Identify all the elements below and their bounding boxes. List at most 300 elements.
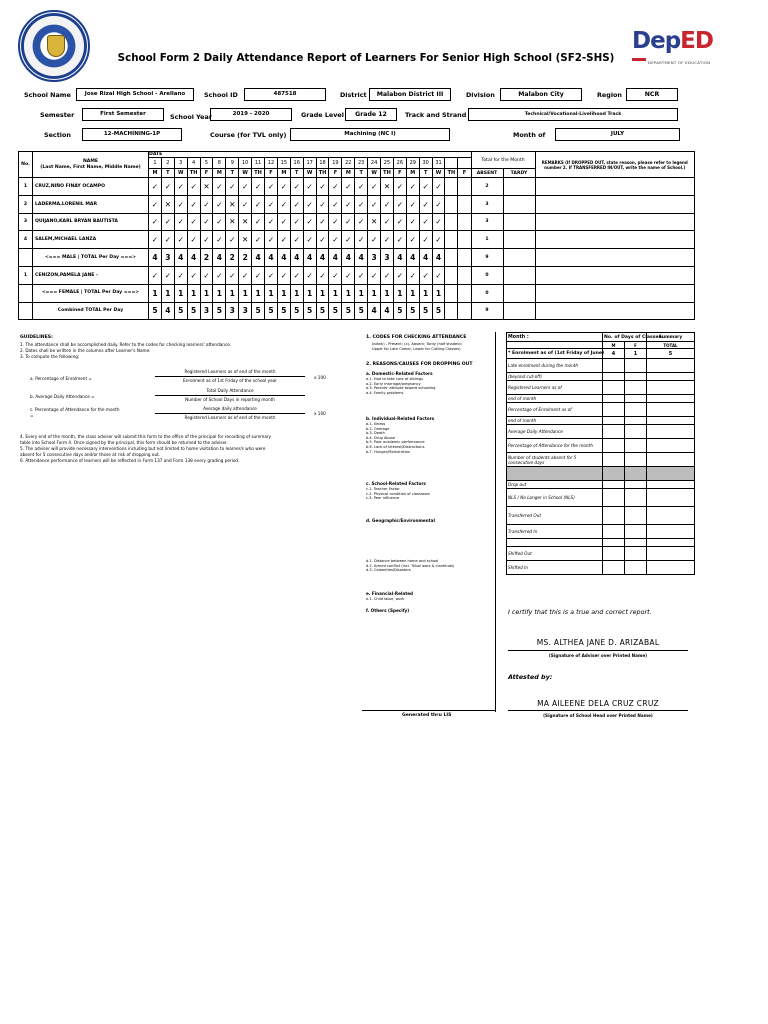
attendance-cell[interactable]: ✓ <box>200 231 213 249</box>
attendance-cell[interactable]: 4 <box>342 249 355 267</box>
attendance-cell[interactable]: ✓ <box>290 266 303 284</box>
attendance-cell[interactable]: 5 <box>316 302 329 320</box>
attendance-cell[interactable]: ✓ <box>355 195 368 213</box>
attendance-cell[interactable]: 5 <box>277 302 290 320</box>
attendance-cell[interactable]: 1 <box>277 284 290 302</box>
attendance-cell[interactable]: 4 <box>381 302 394 320</box>
page-title: School Form 2 Daily Attendance Report of Learners For Senior High School (SF2-SHS) <box>117 52 615 64</box>
attendance-cell[interactable]: 5 <box>252 302 265 320</box>
attendance-cell[interactable]: 1 <box>316 284 329 302</box>
attendance-cell[interactable]: ✓ <box>329 231 342 249</box>
attendance-cell[interactable]: 4 <box>419 249 432 267</box>
attendance-cell[interactable] <box>445 178 458 196</box>
attendance-cell[interactable]: ✓ <box>303 266 316 284</box>
attendance-cell[interactable]: ✓ <box>406 178 419 196</box>
attendance-cell[interactable]: ✓ <box>381 195 394 213</box>
attendance-cell[interactable]: ✕ <box>239 213 252 231</box>
attendance-cell[interactable] <box>458 266 471 284</box>
summary-value-cell[interactable] <box>603 403 625 417</box>
summary-value-cell[interactable] <box>625 439 647 453</box>
attendance-cell[interactable]: ✓ <box>239 195 252 213</box>
attendance-cell[interactable]: ✓ <box>239 178 252 196</box>
school-id-field[interactable]: 487518 <box>244 88 326 101</box>
summary-row-label: (beyond cut-off) <box>507 373 603 381</box>
attendance-cell[interactable]: ✓ <box>187 213 200 231</box>
summary-value-cell[interactable] <box>647 453 695 467</box>
reason-item: d.2. Armed conflict (incl. Tribal wars & clanfeuds) <box>366 563 455 568</box>
month-field[interactable]: JULY <box>555 128 680 141</box>
attendance-cell[interactable]: ✓ <box>277 213 290 231</box>
attendance-cell[interactable]: 5 <box>355 302 368 320</box>
attendance-cell[interactable]: ✓ <box>226 178 239 196</box>
day-name: T <box>290 169 303 178</box>
attendance-cell[interactable]: ✓ <box>355 266 368 284</box>
division-field[interactable]: Malabon City <box>500 88 582 101</box>
summary-value-cell[interactable] <box>625 489 647 507</box>
attendance-cell[interactable]: ✓ <box>355 213 368 231</box>
attendance-cell[interactable]: 4 <box>187 249 200 267</box>
attendance-cell[interactable]: ✓ <box>161 231 174 249</box>
summary-value-cell[interactable] <box>625 425 647 439</box>
attendance-cell[interactable]: 1 <box>200 284 213 302</box>
attendance-cell[interactable]: 5 <box>174 302 187 320</box>
attendance-cell[interactable]: 5 <box>187 302 200 320</box>
attendance-cell[interactable]: ✓ <box>226 266 239 284</box>
summary-value-cell[interactable] <box>625 467 647 481</box>
attendance-cell[interactable]: ✓ <box>265 178 278 196</box>
summary-value-cell[interactable] <box>625 395 647 403</box>
attendance-cell[interactable]: 2 <box>239 249 252 267</box>
attendance-cell[interactable]: ✓ <box>432 178 445 196</box>
attendance-cell[interactable]: 4 <box>277 249 290 267</box>
attendance-cell[interactable]: ✓ <box>252 266 265 284</box>
summary-value-cell[interactable] <box>647 417 695 425</box>
seal-torch-icon <box>47 35 65 57</box>
summary-value-cell[interactable] <box>603 561 625 575</box>
summary-value-cell[interactable] <box>647 525 695 539</box>
attendance-cell[interactable]: ✓ <box>265 195 278 213</box>
attendance-cell[interactable]: ✓ <box>174 178 187 196</box>
summary-value-cell[interactable] <box>603 547 625 561</box>
attendance-cell[interactable] <box>458 231 471 249</box>
attendance-cell[interactable]: ✓ <box>381 266 394 284</box>
attendance-cell[interactable]: 5 <box>419 302 432 320</box>
summary-value-cell[interactable] <box>625 481 647 489</box>
attendance-cell[interactable]: ✓ <box>252 213 265 231</box>
attendance-cell[interactable]: ✓ <box>265 231 278 249</box>
summary-value-cell[interactable] <box>625 373 647 381</box>
attendance-cell[interactable]: 5 <box>329 302 342 320</box>
section-field[interactable]: 12-MACHINING-1P <box>82 128 182 141</box>
attendance-cell[interactable]: 4 <box>290 249 303 267</box>
attendance-cell[interactable]: 3 <box>368 249 381 267</box>
summary-value-cell[interactable] <box>603 381 625 395</box>
summary-value-cell[interactable] <box>603 507 625 525</box>
attendance-cell[interactable]: ✓ <box>329 266 342 284</box>
summary-value-cell[interactable] <box>625 403 647 417</box>
attendance-cell[interactable]: ✓ <box>200 213 213 231</box>
attendance-cell[interactable]: ✓ <box>368 231 381 249</box>
adviser-name: MS. ALTHEA JANE D. ARIZABAL <box>536 638 660 647</box>
attendance-cell[interactable]: 1 <box>252 284 265 302</box>
remarks-cell[interactable] <box>535 231 695 249</box>
attendance-cell[interactable]: 2 <box>200 249 213 267</box>
summary-value-cell[interactable] <box>603 425 625 439</box>
attendance-cell[interactable]: ✓ <box>419 231 432 249</box>
summary-value-cell[interactable] <box>603 489 625 507</box>
summary-value-cell[interactable] <box>603 395 625 403</box>
summary-value-cell[interactable] <box>625 453 647 467</box>
attendance-cell[interactable]: ✓ <box>406 195 419 213</box>
attendance-cell[interactable]: ✓ <box>200 195 213 213</box>
attendance-cell[interactable] <box>445 231 458 249</box>
attendance-cell[interactable]: ✓ <box>342 266 355 284</box>
summary-value-cell[interactable] <box>603 359 625 373</box>
attendance-cell[interactable]: ✓ <box>277 178 290 196</box>
learner-name: SALEM,MICHAEL LANZA <box>33 231 149 249</box>
summary-row-label: Number of students absent for 5 consecutive days <box>507 453 603 467</box>
attendance-cell[interactable] <box>445 284 458 302</box>
attendance-cell[interactable]: ✓ <box>174 266 187 284</box>
attendance-cell[interactable]: 4 <box>368 302 381 320</box>
remarks-cell[interactable] <box>535 213 695 231</box>
attendance-cell[interactable] <box>458 213 471 231</box>
attendance-cell[interactable]: ✓ <box>368 266 381 284</box>
attendance-cell[interactable]: 3 <box>239 302 252 320</box>
attendance-cell[interactable]: 4 <box>252 249 265 267</box>
summary-value-cell[interactable] <box>603 417 625 425</box>
attendance-cell[interactable]: 4 <box>329 249 342 267</box>
summary-value-cell[interactable] <box>647 489 695 507</box>
attendance-cell[interactable]: ✓ <box>213 231 226 249</box>
remarks-cell[interactable] <box>535 266 695 284</box>
deped-subtitle: DEPARTMENT OF EDUCATION <box>648 60 711 65</box>
summary-value-cell[interactable] <box>625 359 647 373</box>
attendance-cell[interactable] <box>458 195 471 213</box>
attendance-cell[interactable]: ✓ <box>329 195 342 213</box>
attendance-cell[interactable]: ✓ <box>213 213 226 231</box>
attendance-cell[interactable]: ✓ <box>355 178 368 196</box>
attendance-cell[interactable]: 1 <box>329 284 342 302</box>
reason-item: a.4. Family problems <box>366 390 404 395</box>
attendance-cell[interactable]: 1 <box>187 284 200 302</box>
attendance-cell[interactable]: ✓ <box>303 195 316 213</box>
attendance-cell[interactable]: ✓ <box>316 213 329 231</box>
attendance-cell[interactable]: 4 <box>303 249 316 267</box>
attendance-cell[interactable]: ✓ <box>174 213 187 231</box>
attendance-cell[interactable]: ✕ <box>239 231 252 249</box>
attendance-cell[interactable]: ✓ <box>149 213 162 231</box>
learner-row <box>19 231 695 249</box>
school-name-field[interactable]: Jose Rizal High School - Arellano <box>76 88 194 101</box>
attendance-cell[interactable]: 1 <box>226 284 239 302</box>
remarks-cell[interactable] <box>535 302 695 320</box>
summary-value-cell[interactable] <box>647 539 695 547</box>
absent-count: 1 <box>471 231 503 249</box>
attendance-cell[interactable]: ✓ <box>419 213 432 231</box>
attendance-cell[interactable]: 1 <box>265 284 278 302</box>
attendance-cell[interactable]: ✓ <box>149 178 162 196</box>
attendance-cell[interactable]: ✓ <box>342 213 355 231</box>
attendance-cell[interactable] <box>458 302 471 320</box>
attendance-cell[interactable]: 3 <box>161 249 174 267</box>
attendance-cell[interactable] <box>445 195 458 213</box>
attendance-cell[interactable]: ✓ <box>419 178 432 196</box>
region-field[interactable]: NCR <box>626 88 678 101</box>
attendance-cell[interactable]: ✓ <box>406 266 419 284</box>
summary-value-cell[interactable] <box>647 381 695 395</box>
attendance-cell[interactable]: ✕ <box>368 213 381 231</box>
attendance-cell[interactable]: 4 <box>355 249 368 267</box>
attendance-cell[interactable]: 4 <box>149 249 162 267</box>
school-head-line <box>508 710 688 711</box>
attendance-cell[interactable] <box>445 302 458 320</box>
attendance-cell[interactable]: ✕ <box>226 195 239 213</box>
attendance-cell[interactable]: ✓ <box>187 195 200 213</box>
attendance-cell[interactable]: ✓ <box>187 231 200 249</box>
summary-value-cell[interactable] <box>647 507 695 525</box>
attendance-cell[interactable]: ✓ <box>393 195 406 213</box>
attendance-cell[interactable]: ✓ <box>277 231 290 249</box>
attendance-cell[interactable]: ✓ <box>316 266 329 284</box>
attendance-cell[interactable]: ✓ <box>406 231 419 249</box>
absent-header: ABSENT <box>471 169 503 178</box>
attendance-cell[interactable]: ✓ <box>432 195 445 213</box>
attendance-cell[interactable]: ✓ <box>393 213 406 231</box>
attendance-cell[interactable] <box>445 213 458 231</box>
attendance-cell[interactable]: ✓ <box>342 231 355 249</box>
attendance-cell[interactable]: ✓ <box>290 231 303 249</box>
attendance-cell[interactable]: ✓ <box>393 231 406 249</box>
summary-value-cell[interactable] <box>647 561 695 575</box>
attendance-cell[interactable]: ✓ <box>432 213 445 231</box>
attendance-cell[interactable]: 1 <box>381 284 394 302</box>
grade-level-field[interactable]: Grade 12 <box>345 108 397 121</box>
reason-item: a.1. Had to take care of siblings <box>366 377 424 381</box>
attendance-cell[interactable]: ✓ <box>303 178 316 196</box>
attendance-cell[interactable]: ✓ <box>174 195 187 213</box>
attendance-cell[interactable] <box>445 249 458 267</box>
summary-value-cell[interactable] <box>603 439 625 453</box>
attendance-cell[interactable]: 4 <box>406 249 419 267</box>
attendance-cell[interactable]: 2 <box>226 249 239 267</box>
attendance-cell[interactable]: ✓ <box>161 178 174 196</box>
attendance-cell[interactable]: 1 <box>303 284 316 302</box>
attendance-cell[interactable]: ✕ <box>226 213 239 231</box>
attendance-cell[interactable]: ✕ <box>381 178 394 196</box>
attendance-cell[interactable]: 4 <box>393 249 406 267</box>
attendance-cell[interactable]: 4 <box>161 302 174 320</box>
attendance-cell[interactable]: ✓ <box>393 178 406 196</box>
attendance-cell[interactable]: ✓ <box>329 178 342 196</box>
summary-value-cell[interactable] <box>603 481 625 489</box>
attendance-cell[interactable]: ✓ <box>419 266 432 284</box>
attendance-cell[interactable]: 4 <box>316 249 329 267</box>
track-label: Track and Strand <box>405 111 467 119</box>
summary-value-cell[interactable] <box>603 539 625 547</box>
attendance-cell[interactable] <box>445 266 458 284</box>
attendance-cell[interactable]: ✓ <box>419 195 432 213</box>
attendance-cell[interactable]: ✓ <box>381 231 394 249</box>
attendance-cell[interactable]: 5 <box>393 302 406 320</box>
attendance-cell[interactable]: ✓ <box>200 266 213 284</box>
attendance-cell[interactable]: 5 <box>432 302 445 320</box>
summary-value-cell[interactable] <box>625 381 647 395</box>
summary-value-cell[interactable] <box>625 561 647 575</box>
attendance-cell[interactable]: ✓ <box>187 266 200 284</box>
attendance-cell[interactable]: 5 <box>342 302 355 320</box>
attendance-cell[interactable]: ✓ <box>368 195 381 213</box>
school-year-field[interactable]: 2019 - 2020 <box>210 108 292 121</box>
attendance-cell[interactable]: ✓ <box>316 195 329 213</box>
day-number <box>458 158 471 169</box>
attendance-cell[interactable]: ✓ <box>316 178 329 196</box>
track-field[interactable]: Technical/Vocational-Livelihood Track <box>468 108 678 121</box>
attendance-cell[interactable]: ✓ <box>342 178 355 196</box>
attendance-cell[interactable]: ✓ <box>303 231 316 249</box>
attendance-cell[interactable]: ✓ <box>277 195 290 213</box>
attendance-cell[interactable]: ✓ <box>368 178 381 196</box>
attendance-cell[interactable]: ✓ <box>149 195 162 213</box>
row-number <box>19 284 33 302</box>
summary-value-cell[interactable] <box>625 417 647 425</box>
district-field[interactable]: Malabon District III <box>369 88 451 101</box>
attendance-cell[interactable]: ✓ <box>187 178 200 196</box>
attendance-cell[interactable]: 4 <box>213 249 226 267</box>
attendance-cell[interactable] <box>458 284 471 302</box>
attendance-cell[interactable]: 1 <box>368 284 381 302</box>
attendance-cell[interactable]: ✓ <box>406 213 419 231</box>
attendance-cell[interactable]: 1 <box>419 284 432 302</box>
tardy-count <box>503 266 535 284</box>
semester-field[interactable]: First Semester <box>82 108 164 121</box>
summary-value-cell[interactable] <box>647 481 695 489</box>
attendance-cell[interactable]: 5 <box>303 302 316 320</box>
summary-value-cell[interactable] <box>625 507 647 525</box>
attendance-cell[interactable]: ✓ <box>252 195 265 213</box>
adviser-line <box>508 650 688 651</box>
attendance-cell[interactable]: 5 <box>290 302 303 320</box>
learner-name: CENIZON,PAMELA JANE - <box>33 266 149 284</box>
attendance-cell[interactable]: 1 <box>393 284 406 302</box>
attendance-cell[interactable]: ✓ <box>290 178 303 196</box>
reason-item: d.1. Distance between home and school <box>366 559 439 563</box>
attendance-cell[interactable]: 5 <box>149 302 162 320</box>
attendance-cell[interactable]: ✓ <box>252 231 265 249</box>
attendance-cell[interactable]: 1 <box>239 284 252 302</box>
summary-value-cell[interactable] <box>647 373 695 381</box>
attendance-cell[interactable]: 4 <box>265 249 278 267</box>
attendance-cell[interactable] <box>458 178 471 196</box>
attendance-cell[interactable]: ✓ <box>303 213 316 231</box>
remarks-cell[interactable] <box>535 249 695 267</box>
summary-value-cell[interactable] <box>647 403 695 417</box>
attendance-cell[interactable]: 5 <box>406 302 419 320</box>
attendance-cell[interactable]: ✓ <box>265 266 278 284</box>
remarks-cell[interactable] <box>535 284 695 302</box>
summary-value-cell[interactable] <box>647 547 695 561</box>
summary-value-cell[interactable] <box>647 359 695 373</box>
attendance-cell[interactable]: 3 <box>381 249 394 267</box>
summary-value-cell[interactable] <box>625 547 647 561</box>
attendance-cell[interactable]: 1 <box>149 284 162 302</box>
attendance-cell[interactable]: 4 <box>174 249 187 267</box>
summary-value-cell[interactable] <box>647 425 695 439</box>
attendance-cell[interactable]: ✓ <box>226 231 239 249</box>
summary-row <box>507 525 695 539</box>
attendance-cell[interactable]: ✕ <box>200 178 213 196</box>
attendance-cell[interactable]: ✓ <box>265 213 278 231</box>
attendance-cell[interactable]: ✓ <box>252 178 265 196</box>
attendance-cell[interactable]: ✓ <box>355 231 368 249</box>
attendance-cell[interactable]: ✓ <box>316 231 329 249</box>
remarks-cell[interactable] <box>535 195 695 213</box>
course-field[interactable]: Machining (NC I) <box>290 128 450 141</box>
attendance-cell[interactable]: ✓ <box>329 213 342 231</box>
attendance-cell[interactable]: 1 <box>290 284 303 302</box>
summary-value-cell[interactable] <box>603 525 625 539</box>
attendance-cell[interactable]: ✓ <box>213 195 226 213</box>
attendance-cell[interactable]: ✓ <box>432 266 445 284</box>
attendance-cell[interactable] <box>458 249 471 267</box>
attendance-cell[interactable]: 5 <box>213 302 226 320</box>
summary-value-cell[interactable] <box>603 373 625 381</box>
attendance-cell[interactable]: 1 <box>432 284 445 302</box>
attendance-cell[interactable]: 1 <box>406 284 419 302</box>
summary-value-cell[interactable] <box>647 395 695 403</box>
attendance-cell[interactable]: ✓ <box>239 266 252 284</box>
attendance-cell[interactable]: ✓ <box>174 231 187 249</box>
attendance-cell[interactable]: 3 <box>200 302 213 320</box>
attendance-cell[interactable]: 1 <box>174 284 187 302</box>
summary-enrolment-label: * Enrolment as of (1st Friday of June) <box>507 349 603 359</box>
attendance-cell[interactable]: 3 <box>226 302 239 320</box>
attendance-cell[interactable]: ✓ <box>342 195 355 213</box>
attendance-cell[interactable]: ✓ <box>161 213 174 231</box>
attendance-cell[interactable]: 1 <box>213 284 226 302</box>
summary-value-cell[interactable] <box>625 525 647 539</box>
attendance-cell[interactable]: ✓ <box>290 195 303 213</box>
attendance-cell[interactable]: ✓ <box>381 213 394 231</box>
summary-value-cell[interactable] <box>603 467 625 481</box>
summary-value-cell[interactable] <box>647 467 695 481</box>
attendance-cell[interactable]: ✓ <box>161 266 174 284</box>
day-name: M <box>277 169 290 178</box>
attendance-cell[interactable]: ✓ <box>393 266 406 284</box>
attendance-cell[interactable]: ✓ <box>432 231 445 249</box>
absent-count: 9 <box>471 249 503 267</box>
attendance-cell[interactable]: 5 <box>265 302 278 320</box>
attendance-cell[interactable]: ✓ <box>290 213 303 231</box>
summary-value-cell[interactable] <box>603 453 625 467</box>
attendance-cell[interactable]: ✓ <box>149 266 162 284</box>
summary-value-cell[interactable] <box>647 439 695 453</box>
attendance-cell[interactable]: 4 <box>432 249 445 267</box>
attendance-cell[interactable]: 1 <box>355 284 368 302</box>
attendance-cell[interactable]: 1 <box>342 284 355 302</box>
attendance-table <box>18 151 695 320</box>
remarks-cell[interactable] <box>535 178 695 196</box>
attendance-cell[interactable]: ✕ <box>161 195 174 213</box>
attendance-cell[interactable]: ✓ <box>149 231 162 249</box>
attendance-cell[interactable]: ✓ <box>277 266 290 284</box>
attendance-cell[interactable]: 1 <box>161 284 174 302</box>
attendance-cell[interactable]: ✓ <box>213 266 226 284</box>
summary-value-cell[interactable] <box>625 539 647 547</box>
learner-name: LADERMA,LORENIL MAR <box>33 195 149 213</box>
attendance-cell[interactable]: ✓ <box>213 178 226 196</box>
day-number: 30 <box>419 158 432 169</box>
